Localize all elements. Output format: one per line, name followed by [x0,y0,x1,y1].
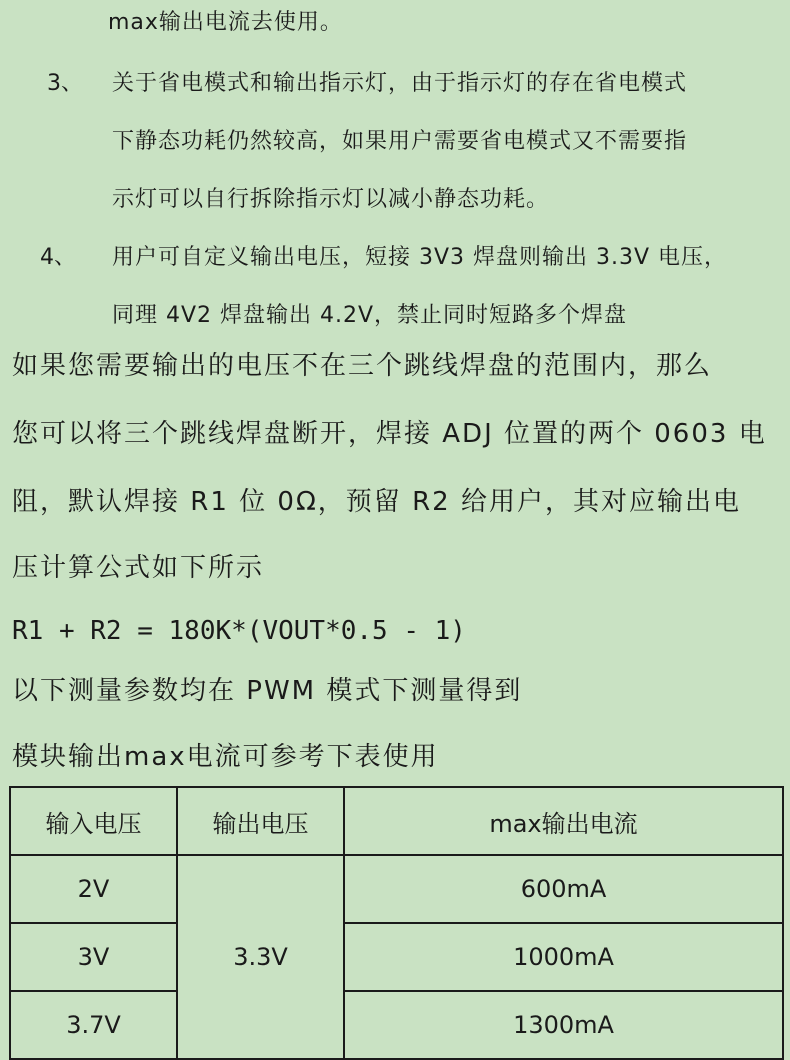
table-intro: 模块输出max电流可参考下表使用 [12,742,439,772]
header-output-voltage: 输出电压 [177,787,344,855]
table-header-row [10,787,783,855]
item-3-line-2: 下静态功耗仍然较高，如果用户需要省电模式又不需要指 [112,129,688,154]
table-row [10,923,783,991]
paragraph-line-1: 如果您需要输出的电压不在三个跳线焊盘的范围内，那么 [12,351,713,381]
item-3-line-1: 关于省电模式和输出指示灯，由于指示灯的存在省电模式 [112,71,688,96]
cell-max-current: 1000mA [344,923,783,991]
cell-output-voltage: 3.3V [177,855,344,1059]
table-row [10,991,783,1059]
cell-max-current: 600mA [344,855,783,923]
item-4-line-1: 用户可自定义输出电压，短接 3V3 焊盘则输出 3.3V 电压， [112,245,728,270]
current-spec-table [9,786,784,1060]
item-4-line-2: 同理 4V2 焊盘输出 4.2V，禁止同时短路多个焊盘 [112,303,628,328]
item-4-number: 4、 [40,245,76,270]
formula: R1 + R2 = 180K*(VOUT*0.5 - 1) [12,616,466,646]
paragraph-line-2: 您可以将三个跳线焊盘断开，焊接 ADJ 位置的两个 0603 电 [12,419,767,449]
table-row [10,855,783,923]
item-3-number: 3、 [47,71,83,96]
paragraph-line-3: 阻，默认焊接 R1 位 0Ω，预留 R2 给用户，其对应输出电 [12,487,741,517]
cell-max-current: 1300mA [344,991,783,1059]
cell-input-voltage: 2V [10,855,177,923]
measure-note: 以下测量参数均在 PWM 模式下测量得到 [12,676,523,706]
cell-input-voltage: 3V [10,923,177,991]
paragraph-line-4: 压计算公式如下所示 [12,553,265,583]
intro-tail-line: max输出电流去使用。 [108,10,343,35]
cell-input-voltage: 3.7V [10,991,177,1059]
header-input-voltage: 输入电压 [10,787,177,855]
header-max-current: max输出电流 [344,787,783,855]
item-3-line-3: 示灯可以自行拆除指示灯以减小静态功耗。 [112,187,550,212]
